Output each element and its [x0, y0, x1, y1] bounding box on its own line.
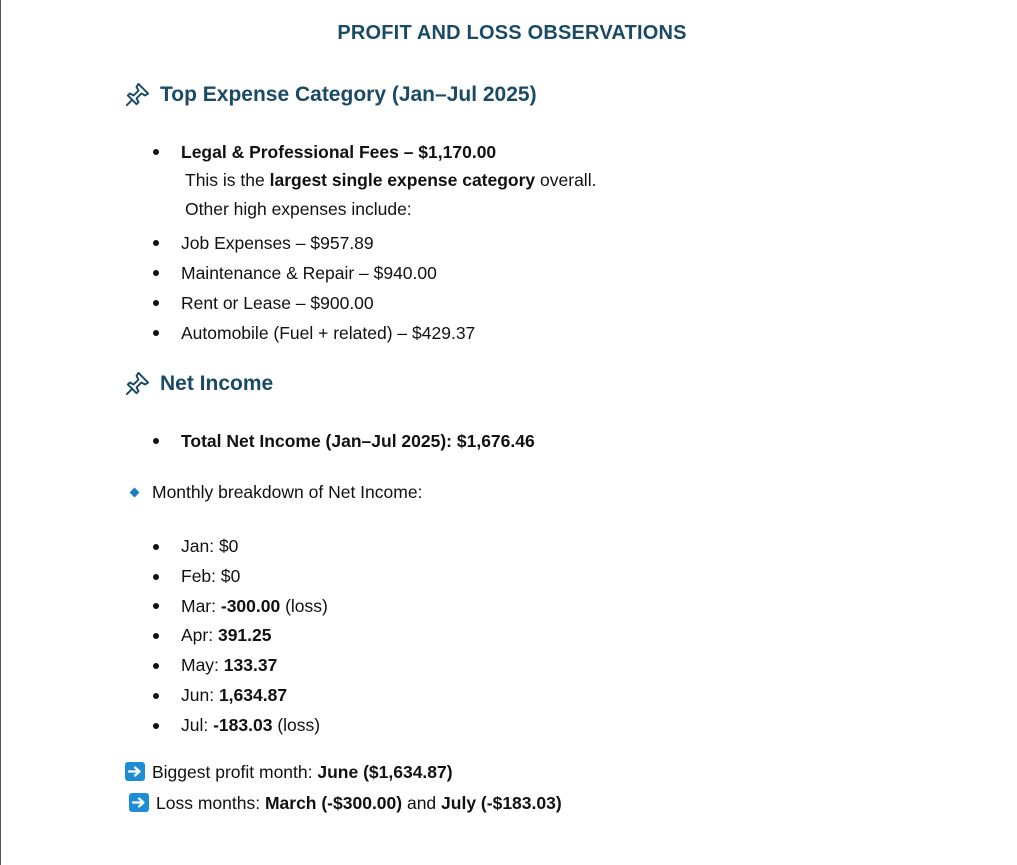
bullet-dot	[153, 693, 159, 699]
page-title: PROFIT AND LOSS OBSERVATIONS	[337, 22, 687, 44]
top-expense-lead-list	[150, 141, 496, 163]
monthly-breakdown-label: Monthly breakdown of Net Income:	[152, 482, 423, 502]
loss-join: and	[402, 793, 442, 813]
month-value: 391.25	[217, 625, 272, 646]
month-label: Feb:	[181, 565, 221, 586]
month-label: Jul:	[181, 714, 214, 735]
largest-category-note	[185, 170, 596, 191]
other-expenses-list	[150, 228, 475, 348]
list-item	[150, 258, 475, 288]
month-value: $0	[220, 565, 241, 586]
bullet-dot	[153, 723, 159, 729]
right-arrow-icon	[129, 793, 149, 812]
month-suffix: (loss)	[272, 714, 321, 735]
month-label: May:	[181, 655, 224, 676]
bullet-dot	[153, 270, 159, 276]
expense-item-text: Automobile (Fuel + related) – $429.37	[181, 323, 476, 343]
net-income-heading-text: Net Income	[160, 371, 274, 395]
list-item	[150, 711, 328, 741]
expense-item-text: Job Expenses – $957.89	[181, 233, 374, 253]
month-label: Mar:	[181, 595, 221, 616]
month-label: Jun:	[181, 684, 219, 705]
bullet-dot	[153, 663, 159, 669]
month-value: 1,634.87	[218, 684, 288, 705]
month-label: Jan:	[181, 536, 219, 556]
other-expenses-intro: Other high expenses include:	[185, 199, 412, 219]
list-item	[150, 651, 328, 681]
list-item	[150, 430, 535, 452]
note-bold: largest single expense category	[269, 170, 536, 190]
note-suffix: overall.	[535, 170, 597, 190]
bullet-dot	[153, 300, 159, 306]
month-value: 133.37	[223, 655, 278, 676]
monthly-breakdown-list	[150, 532, 328, 741]
lead-expense-text: Legal & Professional Fees – $1,170.00	[181, 142, 497, 162]
loss-months-label: Loss months:	[156, 793, 265, 813]
biggest-profit-label: Biggest profit month:	[152, 762, 318, 782]
loss-months-line	[156, 793, 562, 814]
list-item	[150, 562, 328, 592]
list-item	[150, 141, 496, 163]
loss-month-march: March (-$300.00)	[264, 793, 403, 813]
biggest-profit-line	[152, 762, 453, 783]
pushpin-icon	[124, 81, 151, 108]
bullet-dot	[153, 633, 159, 639]
loss-month-july: July (-$183.03)	[441, 793, 562, 813]
total-net-income: Total Net Income (Jan–Jul 2025): $1,676.46	[181, 431, 535, 451]
biggest-profit-value: June ($1,634.87)	[317, 762, 453, 782]
net-income-heading	[124, 370, 273, 397]
bullet-dot	[153, 438, 159, 444]
bullet-dot	[153, 544, 159, 550]
bullet-dot	[153, 149, 159, 155]
top-expense-heading	[124, 81, 537, 108]
bullet-dot	[153, 603, 159, 609]
list-item	[150, 288, 475, 318]
month-suffix: (loss)	[280, 595, 328, 616]
net-income-total-list	[150, 430, 535, 452]
expense-item-text: Maintenance & Repair – $940.00	[181, 263, 437, 283]
month-value: $0	[218, 536, 239, 556]
month-value: -300.00	[220, 595, 281, 616]
list-item	[150, 681, 328, 711]
bullet-dot	[153, 240, 159, 246]
right-arrow-icon	[125, 762, 145, 781]
note-prefix: This is the	[185, 170, 270, 190]
bullet-dot	[153, 574, 159, 580]
list-item	[150, 592, 328, 622]
diamond-icon	[130, 488, 140, 498]
pushpin-icon	[124, 370, 151, 397]
list-item	[150, 318, 475, 348]
bullet-dot	[153, 330, 159, 336]
page-edge	[0, 0, 1, 865]
expense-item-text: Rent or Lease – $900.00	[181, 293, 374, 313]
list-item	[150, 228, 475, 258]
month-label: Apr:	[181, 625, 218, 646]
top-expense-heading-text: Top Expense Category (Jan–Jul 2025)	[160, 82, 537, 106]
list-item	[150, 532, 328, 562]
list-item	[150, 621, 328, 651]
month-value: -183.03	[213, 714, 273, 735]
